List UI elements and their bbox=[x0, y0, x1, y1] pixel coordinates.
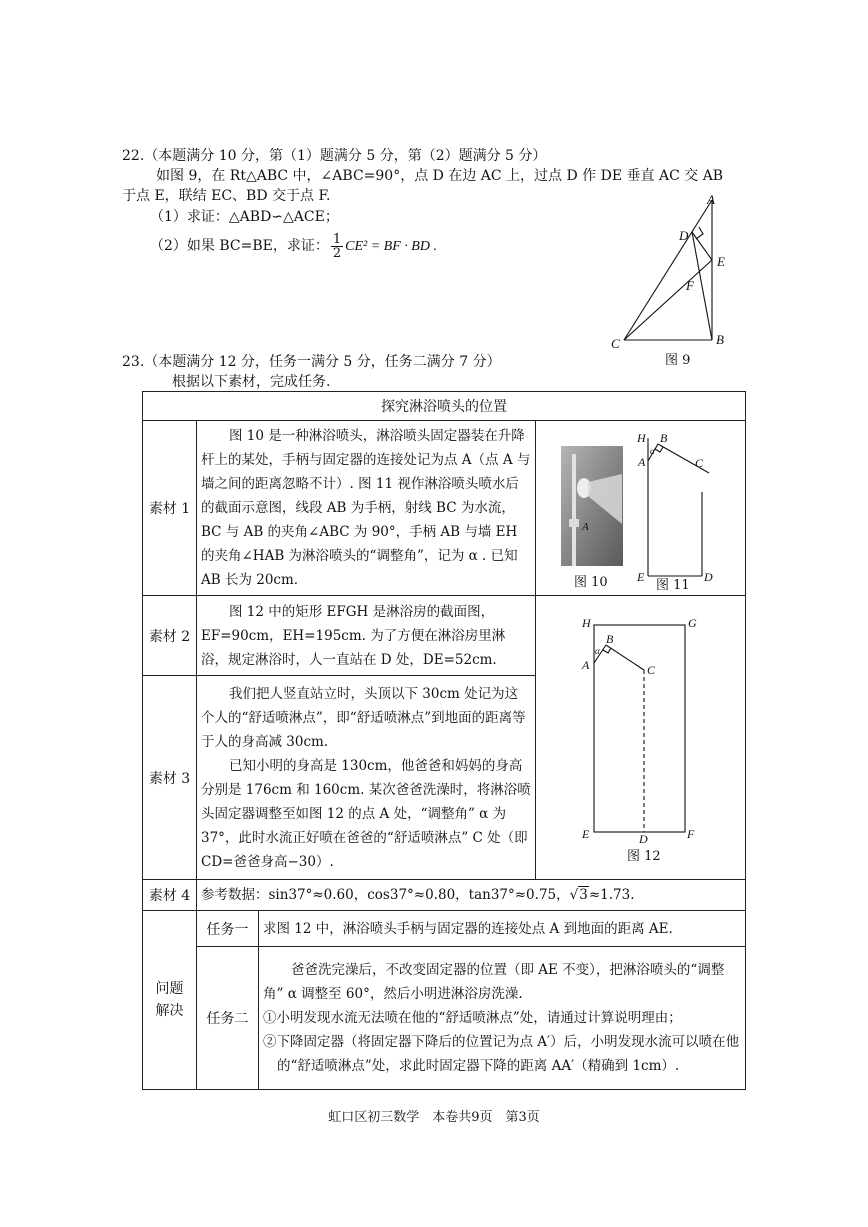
task1-text: 求图 12 中，淋浴喷头手柄与固定器的连接处点 A 到地面的距离 AE. bbox=[259, 911, 746, 947]
q22-frac-num: 1 bbox=[332, 231, 342, 247]
fig9-seg-db bbox=[692, 232, 712, 340]
q22-part2-formula: CE² = BF · BD . bbox=[345, 239, 437, 254]
fig11-label-b: B bbox=[660, 431, 668, 445]
fig12-label-alpha: α bbox=[595, 646, 600, 656]
q22-part2 bbox=[150, 232, 437, 261]
fig12-caption: 图 12 bbox=[627, 849, 661, 864]
m3-paragraph-2: 已知小明的身高是 130cm，他爸爸和妈妈的身高分别是 176cm 和 160cm. 某次爸爸洗澡时，将淋浴喷头固定器调整至如图 12 的点 A 处，“调整角” α 为 37°，此时水流正好喷在爸爸的“舒适喷淋点” C 处（即 CD=爸爸身高−30）. bbox=[201, 757, 531, 870]
m4-sqrt-arg: 3 bbox=[579, 887, 588, 903]
fig12-label-h: H bbox=[582, 616, 591, 630]
materials-table bbox=[142, 391, 746, 1090]
task2-paragraph-3: ②下降固定器（将固定器下降后的位置记为点 A′）后，小明发现水流可以喷在他的“舒适喷淋点”处，求此时固定器下降的距离 AA′（精确到 1cm）. bbox=[263, 1034, 740, 1074]
task2-paragraph-2: ①小明发现水流无法喷在他的“舒适喷淋点”处，请通过计算说明理由； bbox=[263, 1010, 682, 1026]
fig12-label-b: B bbox=[606, 632, 614, 646]
fig11-label-h: H bbox=[637, 431, 646, 445]
m4-text-prefix: 参考数据：sin37°≈0.60，cos37°≈0.80，tan37°≈0.75， bbox=[201, 887, 570, 903]
figure-10-11 bbox=[536, 424, 744, 592]
fig12-right-angle-b bbox=[603, 648, 611, 653]
task2-text bbox=[259, 947, 746, 1090]
task2-paragraph-1: 爸爸洗完澡后，不改变固定器的位置（即 AE 不变），把淋浴喷头的“调整角” α 调整至 60°，然后小明进淋浴房洗澡. bbox=[263, 962, 725, 1002]
m4-label: 素材 4 bbox=[143, 880, 197, 911]
fig12-water-bc bbox=[606, 645, 644, 670]
fig10-holder bbox=[569, 519, 579, 527]
fig11-label-a: A bbox=[638, 455, 646, 469]
fig12-label-e: E bbox=[582, 827, 590, 841]
fig11-label-d: D bbox=[704, 570, 713, 584]
fig11-label-e: E bbox=[637, 570, 645, 584]
fig9-right-angle-d bbox=[696, 227, 703, 239]
fig10-caption: 图 10 bbox=[574, 575, 608, 590]
fig9-label-e: E bbox=[717, 254, 725, 269]
figure-12 bbox=[536, 596, 744, 878]
fig9-label-d: D bbox=[679, 228, 689, 243]
fig9-caption: 图 9 bbox=[665, 353, 691, 365]
q22-stem-line1: 如图 9，在 Rt△ABC 中，∠ABC=90°，点 D 在边 AC 上，过点 D 作 DE 垂直 AC 交 AB bbox=[156, 168, 724, 184]
m3-text bbox=[197, 676, 536, 880]
m4-text-suffix: ≈1.73. bbox=[588, 887, 635, 903]
q22-fraction bbox=[331, 233, 343, 260]
page-footer: 虹口区初三数学 本卷共9页 第3页 bbox=[328, 1110, 540, 1125]
task2-label: 任务二 bbox=[197, 947, 259, 1090]
fig11-caption: 图 11 bbox=[656, 578, 690, 592]
fig10-rod bbox=[572, 454, 576, 566]
q22-frac-den: 2 bbox=[332, 245, 342, 261]
fig12-label-g: G bbox=[688, 616, 697, 630]
q22-part1: （1）求证：△ABD∽△ACE； bbox=[150, 209, 339, 225]
m3-label: 素材 3 bbox=[143, 676, 197, 880]
fig12-label-f: F bbox=[687, 827, 695, 841]
fig9-label-c: C bbox=[611, 336, 620, 351]
m2-figure bbox=[536, 596, 746, 880]
fig10-label-a: A bbox=[582, 521, 589, 533]
q22-stem-line2: 于点 E，联结 EC、BD 交于点 F. bbox=[122, 188, 331, 204]
fig9-label-f: F bbox=[686, 278, 694, 293]
q23-header: 23.（本题满分 12 分，任务一满分 5 分，任务二满分 7 分） bbox=[122, 354, 501, 370]
m2-label: 素材 2 bbox=[143, 596, 197, 676]
q22-header: 22.（本题满分 10 分，第（1）题满分 5 分，第（2）题满分 5 分） bbox=[122, 148, 547, 164]
m4-text: 参考数据：sin37°≈0.60，cos37°≈0.80，tan37°≈0.75，√3≈1.73. bbox=[197, 880, 746, 911]
m3-paragraph-1: 我们把人竖直站立时，头顶以下 30cm 处记为这个人的“舒适喷淋点”，即“舒适喷淋点”到地面的距离等于人的身高减 30cm. bbox=[201, 685, 526, 750]
m1-text: 图 10 是一种淋浴喷头，淋浴喷头固定器装在升降杆上的某处，手柄与固定器的连接处记为点 A（点 A 与墙之间的距离忽略不计）. 图 11 视作淋浴喷头喷水后的截面示意图，线段 AB 为手柄，射线 BC 为水流，BC 与 AB 的夹角∠ABC 为 90°，手柄 AB 与墙 EH 的夹角∠HAB 为淋浴喷头的“调整角”，记为 α . 已知 AB 长为 20cm. bbox=[197, 421, 536, 596]
fig11-label-alpha: α bbox=[650, 446, 655, 456]
fig12-label-c: C bbox=[647, 663, 656, 677]
q23-intro: 根据以下素材，完成任务. bbox=[172, 374, 331, 390]
m1-label: 素材 1 bbox=[143, 421, 197, 596]
fig11-label-c: C bbox=[695, 456, 704, 470]
m1-figures bbox=[536, 421, 746, 596]
fig12-label-d: D bbox=[639, 832, 648, 846]
fig9-label-a: A bbox=[707, 192, 715, 207]
task1-label: 任务一 bbox=[197, 911, 259, 947]
q22-part2-prefix: （2）如果 BC=BE，求证： bbox=[150, 238, 329, 254]
fig9-label-b: B bbox=[716, 332, 724, 347]
fig12-rect-efgh bbox=[594, 625, 685, 832]
figure-9 bbox=[600, 190, 740, 365]
fig12-label-a: A bbox=[582, 658, 590, 672]
problem-label: 问题解决 bbox=[143, 911, 197, 1090]
table-title: 探究淋浴喷头的位置 bbox=[143, 392, 746, 421]
fig9-seg-ce bbox=[624, 260, 712, 340]
m2-text: 图 12 中的矩形 EFGH 是淋浴房的截面图，EF=90cm，EH=195cm. 为了方便在淋浴房里淋浴，规定淋浴时，人一直站在 D 处，DE=52cm. bbox=[197, 596, 536, 676]
